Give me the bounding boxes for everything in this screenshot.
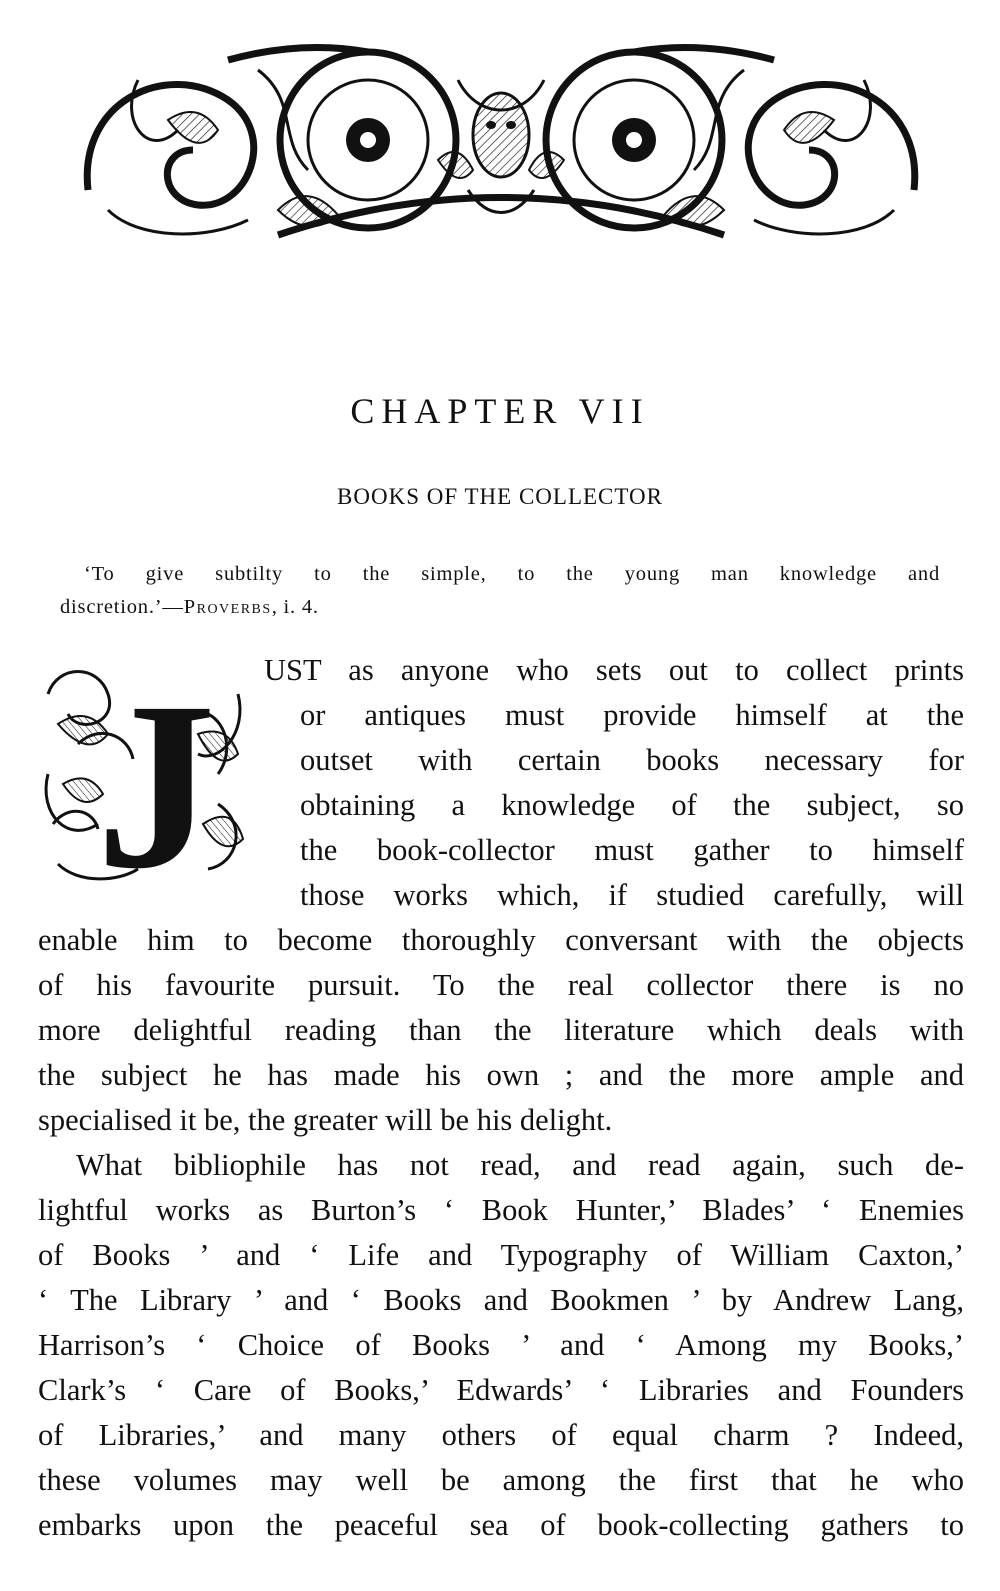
chapter-subtitle: BOOKS OF THE COLLECTOR [337, 484, 663, 509]
body-line: of his favourite pursuit. To the real collector there is no [38, 968, 964, 1002]
body-line: What bibliophile has not read, and read again, such de- [76, 1148, 964, 1182]
body-line: the subject he has made his own ; and the more ample and [38, 1058, 964, 1092]
epigraph-text: discretion.’— [60, 596, 184, 618]
dropcap-initial [38, 654, 256, 886]
body-line: those works which, if studied carefully, will [300, 878, 964, 912]
body-line: these volumes may well be among the first that he who [38, 1463, 964, 1497]
body-line: of Libraries,’ and many others of equal charm ? Indeed, [38, 1418, 964, 1452]
body-line: the book-collector must gather to himself [300, 833, 964, 867]
body-line: obtaining a knowledge of the subject, so [300, 788, 964, 822]
epigraph-reference: , i. 4. [271, 596, 319, 618]
body-line: outset with certain books necessary for [300, 743, 964, 777]
epigraph [60, 558, 940, 624]
body-line: Harrison’s ‘ Choice of Books ’ and ‘ Among my Books,’ [38, 1328, 964, 1362]
body-line: UST as anyone who sets out to collect prints [264, 653, 964, 687]
body-line: of Books ’ and ‘ Life and Typography of William Caxton,’ [38, 1238, 964, 1272]
epigraph-line-2 [60, 591, 940, 624]
ornamental-headpiece [78, 40, 924, 246]
body-line: or antiques must provide himself at the [300, 698, 964, 732]
body-line: Clark’s ‘ Care of Books,’ Edwards’ ‘ Libraries and Founders [38, 1373, 964, 1407]
dropcap-letter: J [96, 654, 216, 886]
body-line: more delightful reading than the literature which deals with [38, 1013, 964, 1047]
chapter-heading: CHAPTER VII [350, 391, 650, 431]
body-line: enable him to become thoroughly conversant with the objects [38, 923, 964, 957]
epigraph-line-1: ‘To give subtilty to the simple, to the young man knowledge and [84, 563, 940, 585]
body-line: lightful works as Burton’s ‘ Book Hunter,’ Blades’ ‘ Enemies [38, 1193, 964, 1227]
body-line: embarks upon the peaceful sea of book-collecting gathers to [38, 1508, 964, 1542]
body-line: ‘ The Library ’ and ‘ Books and Bookmen ’ by Andrew Lang, [38, 1283, 964, 1317]
body-line: specialised it be, the greater will be his delight. [38, 1103, 613, 1137]
epigraph-source: Proverbs [183, 596, 272, 618]
